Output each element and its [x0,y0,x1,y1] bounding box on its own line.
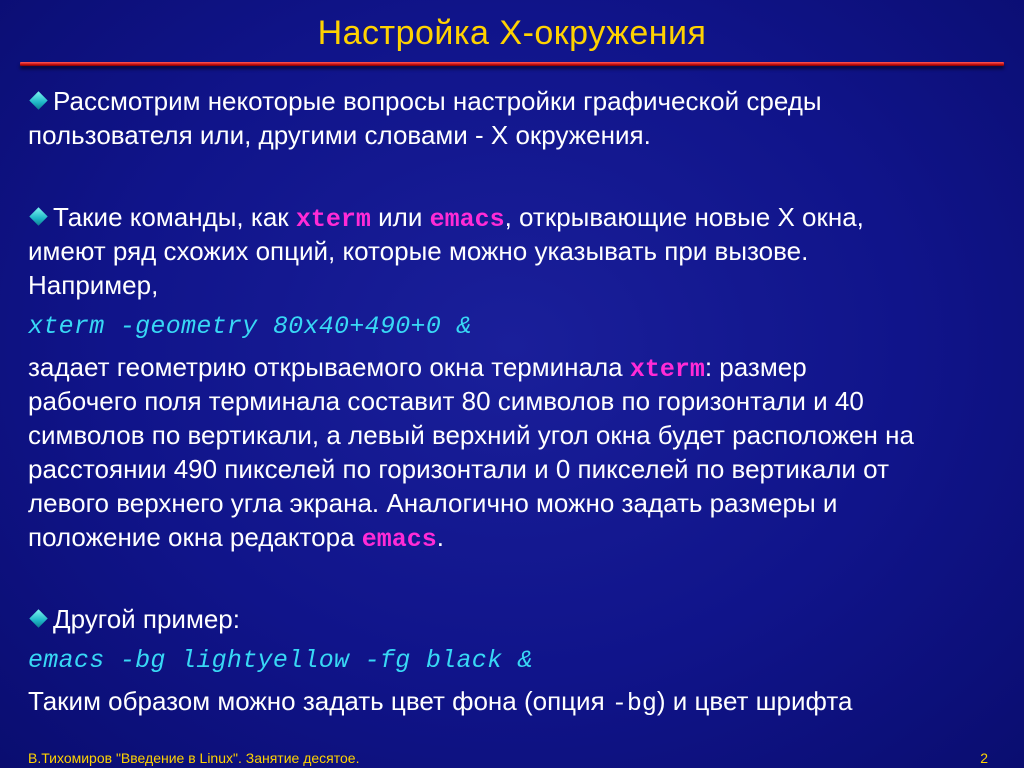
title-divider [20,62,1004,66]
footer-author: В.Тихомиров "Введение в Linux". Занятие десятое. [28,750,360,766]
bullet2-line3: Например, [28,270,159,300]
bullet2-desc2: рабочего поля терминала составит 80 символов по горизонтали и 40 [28,386,864,416]
slide-title: Настройка X-окружения [317,14,707,52]
option-bg: -bg [611,689,657,718]
keyword-xterm: xterm [295,205,371,234]
bullet1-line1: Рассмотрим некоторые вопросы настройки графической среды [28,84,822,118]
keyword-emacs: emacs [429,205,505,234]
bullet2-desc4: расстоянии 490 пикселей по горизонтали и 0 пикселей по вертикали от [28,454,889,484]
bullet3-desc1: Таким образом можно задать цвет фона (опция -bg) и цвет шрифта [28,686,853,718]
code-example-emacs: emacs -bg lightyellow -fg black & [28,646,533,675]
keyword-xterm: xterm [629,355,705,384]
diamond-bullet-icon [29,207,47,225]
bullet2-desc3: символов по вертикали, а левый верхний угол окна будет расположен на [28,420,914,450]
bullet2-line1: Такие команды, как xterm или emacs, открывающие новые X окна, [28,200,864,237]
keyword-emacs: emacs [361,525,437,554]
bullet1-line2: пользователя или, другими словами - X окружения. [28,120,651,150]
code-example-xterm: xterm -geometry 80x40+490+0 & [28,312,472,341]
bullet2-desc1: задает геометрию открываемого окна терминала xterm: размер [28,352,807,384]
page-number: 2 [980,750,988,766]
diamond-bullet-icon [29,91,47,109]
diamond-bullet-icon [29,609,47,627]
bullet2-line2: имеют ряд схожих опций, которые можно указывать при вызове. [28,236,809,266]
bullet3-line1: Другой пример: [28,602,240,636]
bullet2-desc5: левого верхнего угла экрана. Аналогично можно задать размеры и [28,488,838,518]
bullet2-desc6: положение окна редактора emacs. [28,522,445,554]
